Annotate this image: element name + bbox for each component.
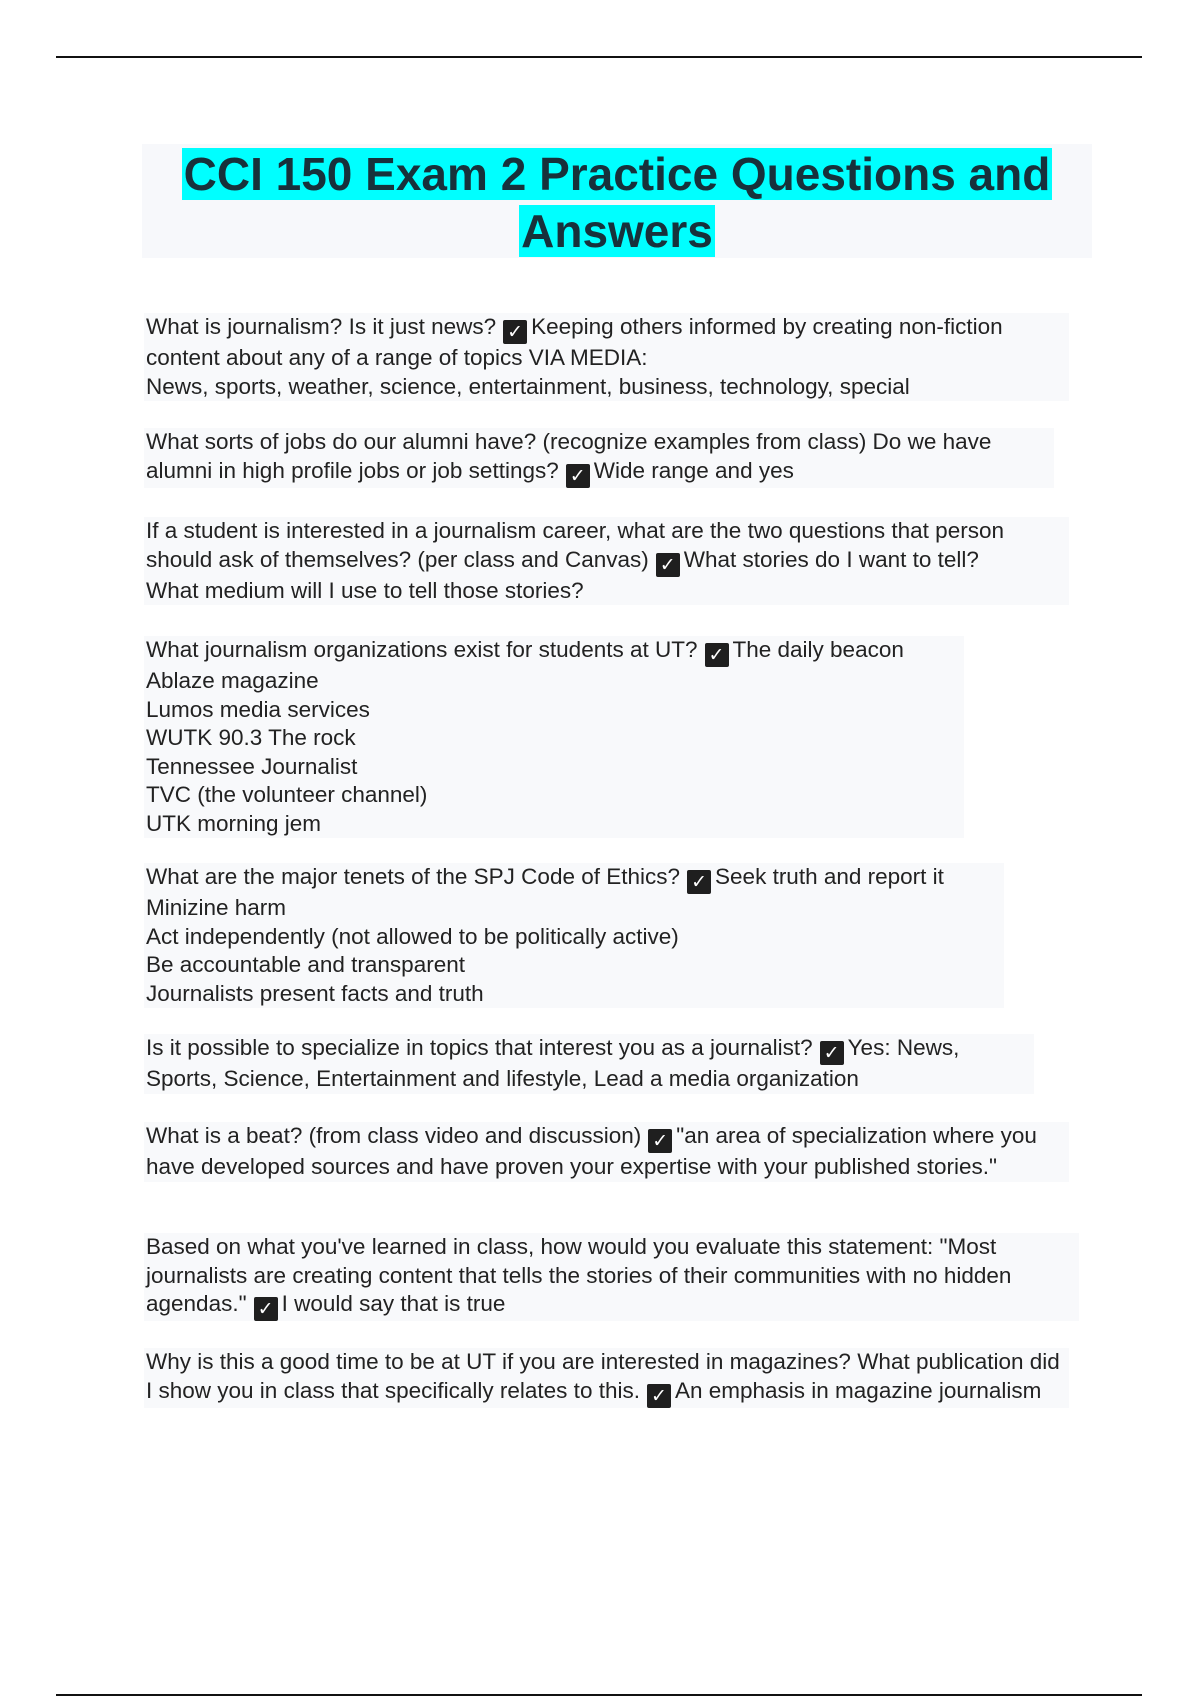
answer-line: Tennessee Journalist (146, 753, 358, 779)
qa-item (144, 428, 1054, 488)
page-title (142, 146, 1092, 260)
qa-item (144, 517, 1069, 605)
qa-item (144, 1034, 1034, 1094)
answer-text: The daily beacon (732, 637, 904, 662)
answer-line: Minizine harm (146, 895, 287, 920)
qa-item (144, 1233, 1079, 1321)
answer-text: Yes: News, Sports, Science, Entertainment and lifestyle, Lead a media organization (146, 1035, 960, 1091)
answer-line: Ablaze magazine (146, 668, 319, 693)
question-text: What is journalism? Is it just news? (146, 314, 497, 339)
question-text: Based on what you've learned in class, how would you evaluate this statement: "Most journalists are creating content that tells the stories of their communities with no hidden agendas." (146, 1234, 1012, 1316)
answer-line: TVC (the volunteer channel) (146, 782, 428, 807)
bottom-rule (56, 1694, 1142, 1696)
answer-line: News, sports, weather, science, entertainment, business, technology, special (146, 373, 910, 399)
question-text: If a student is interested in a journalism career, what are the two questions that person should ask of themselves? (per class and Canvas) (146, 518, 1004, 572)
qa-item (144, 1122, 1069, 1182)
qa-item (144, 1348, 1069, 1408)
answer-line: WUTK 90.3 The rock (146, 725, 356, 750)
check-mark-icon: ✓ (503, 320, 527, 344)
check-mark-icon: ✓ (648, 1129, 672, 1153)
answer-text: "an area of specialization where you have developed sources and have proven your expertise with your published stories." (146, 1123, 1037, 1179)
answer-line: What medium will I use to tell those stories? (146, 577, 584, 603)
check-mark-icon: ✓ (566, 464, 590, 488)
question-text: Why is this a good time to be at UT if you are interested in magazines? What publication did I show you in class that specifically relates to this. (146, 1349, 1060, 1403)
check-mark-icon: ✓ (647, 1384, 671, 1408)
title-highlight: CCI 150 Exam 2 Practice Questions and Answers (183, 148, 1051, 257)
answer-text: Wide range and yes (593, 457, 794, 483)
check-mark-icon: ✓ (254, 1297, 278, 1321)
answer-line: Be accountable and transparent (146, 952, 465, 977)
answer-text: I would say that is true (281, 1291, 506, 1316)
check-mark-icon: ✓ (687, 870, 711, 894)
question-text: What journalism organizations exist for students at UT? (146, 637, 698, 662)
title-block (142, 144, 1092, 258)
question-text: What is a beat? (from class video and discussion) (146, 1123, 642, 1148)
question-text: Is it possible to specialize in topics that interest you as a journalist? (146, 1035, 813, 1060)
answer-text: Keeping others informed by creating non-fiction content about any of a range of topics VIA MEDIA: (146, 314, 1003, 370)
top-rule (56, 56, 1142, 58)
check-mark-icon: ✓ (820, 1041, 844, 1065)
answer-text: Seek truth and report it (715, 864, 944, 889)
qa-item (144, 313, 1069, 401)
answer-line: Lumos media services (146, 696, 370, 722)
answer-line: Act independently (not allowed to be politically active) (146, 923, 679, 949)
question-text: What are the major tenets of the SPJ Code of Ethics? (146, 864, 681, 889)
question-text: What sorts of jobs do our alumni have? (recognize examples from class) Do we have alumni in high profile jobs or job settings? (146, 429, 992, 483)
answer-text: What stories do I want to tell? (683, 546, 979, 572)
check-mark-icon: ✓ (656, 553, 680, 577)
check-mark-icon: ✓ (705, 643, 729, 667)
answer-text: An emphasis in magazine journalism (674, 1377, 1042, 1403)
answer-line: Journalists present facts and truth (146, 980, 484, 1006)
qa-item (144, 863, 1004, 1008)
answer-line: UTK morning jem (146, 810, 322, 836)
qa-item (144, 636, 964, 838)
